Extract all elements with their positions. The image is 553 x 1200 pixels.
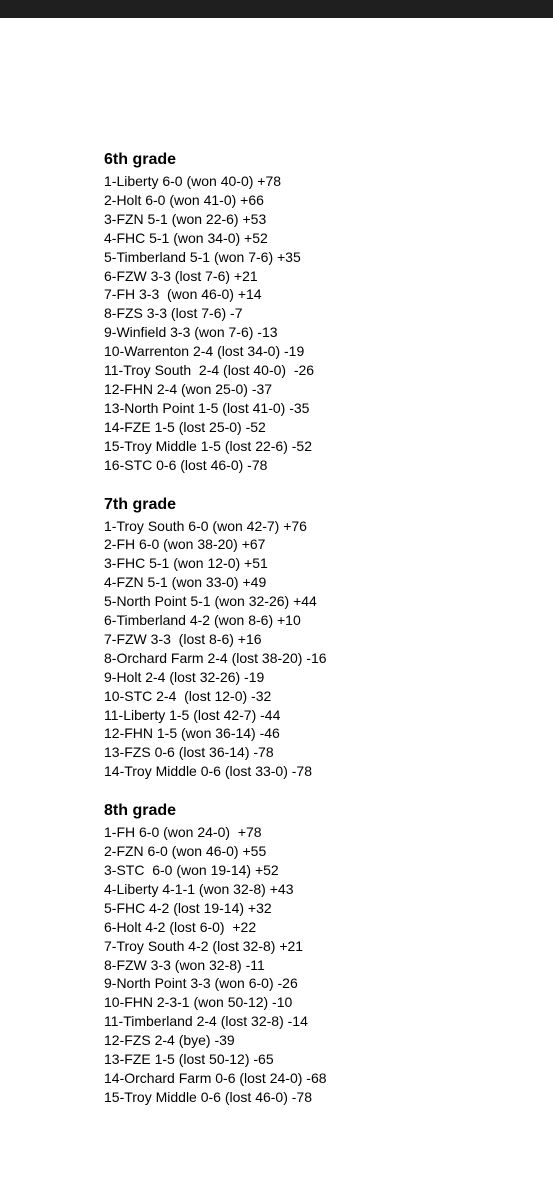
standings-row: 10-FHN 2-3-1 (won 50-12) -10 (104, 994, 293, 1011)
standings-row: 14-Troy Middle 0-6 (lost 33-0) -78 (104, 763, 313, 780)
standings-row: 3-FZN 5-1 (won 22-6) +53 (104, 210, 267, 227)
standings-row: 11-Timberland 2-4 (lost 32-8) -14 (104, 1013, 308, 1030)
standings-row: 12-FHN 2-4 (won 25-0) -37 (104, 380, 273, 397)
standings-row: 7-Troy South 4-2 (lost 32-8) +21 (104, 937, 304, 954)
standings-row: 7-FH 3-3 (won 46-0) +14 (104, 286, 262, 303)
standings-row: 6-Holt 4-2 (lost 6-0) +22 (104, 918, 257, 935)
standings-row: 3-FHC 5-1 (won 12-0) +51 (104, 555, 268, 572)
standings-row: 9-North Point 3-3 (won 6-0) -26 (104, 975, 298, 992)
standings-row: 14-Orchard Farm 0-6 (lost 24-0) -68 (104, 1069, 327, 1086)
standings-list (104, 823, 544, 1107)
standings-row: 13-North Point 1-5 (lost 41-0) -35 (104, 399, 310, 416)
standings-row: 8-FZW 3-3 (won 32-8) -11 (104, 956, 265, 973)
standings-row: 10-Warrenton 2-4 (lost 34-0) -19 (104, 343, 305, 360)
standings-row: 7-FZW 3-3 (lost 8-6) +16 (104, 630, 262, 647)
section-heading: 7th grade (104, 495, 177, 513)
standings-row: 4-FZN 5-1 (won 33-0) +49 (104, 574, 267, 591)
standings-document (104, 150, 544, 1127)
standings-row: 5-Timberland 5-1 (won 7-6) +35 (104, 248, 301, 265)
section-heading: 6th grade (104, 151, 177, 168)
standings-list (104, 172, 544, 475)
standings-row: 6-Timberland 4-2 (won 8-6) +10 (104, 612, 301, 629)
standings-row: 11-Liberty 1-5 (lost 42-7) -44 (104, 706, 281, 723)
standings-row: 13-FZS 0-6 (lost 36-14) -78 (104, 744, 274, 761)
grade-section-7th (104, 495, 544, 782)
standings-row: 12-FZS 2-4 (bye) -39 (104, 1032, 235, 1049)
standings-list (104, 517, 544, 782)
standings-row: 8-FZS 3-3 (lost 7-6) -7 (104, 305, 243, 322)
standings-row: 1-Liberty 6-0 (won 40-0) +78 (104, 173, 282, 189)
standings-row: 1-Troy South 6-0 (won 42-7) +76 (104, 517, 307, 534)
section-heading: 8th grade (104, 802, 177, 820)
standings-row: 9-Winfield 3-3 (won 7-6) -13 (104, 324, 278, 341)
standings-row: 14-FZE 1-5 (lost 25-0) -52 (104, 418, 266, 435)
standings-row: 5-North Point 5-1 (won 32-26) +44 (104, 593, 317, 610)
standings-row: 8-Orchard Farm 2-4 (lost 38-20) -16 (104, 649, 327, 666)
standings-row: 11-Troy South 2-4 (lost 40-0) -26 (104, 362, 315, 379)
standings-row: 15-Troy Middle 1-5 (lost 22-6) -52 (104, 437, 313, 454)
standings-row: 2-FH 6-0 (won 38-20) +67 (104, 536, 266, 553)
grade-section-8th (104, 801, 544, 1107)
standings-row: 12-FHN 1-5 (won 36-14) -46 (104, 725, 280, 742)
standings-row: 1-FH 6-0 (won 24-0) +78 (104, 824, 262, 841)
standings-row: 6-FZW 3-3 (lost 7-6) +21 (104, 267, 258, 284)
standings-row: 13-FZE 1-5 (lost 50-12) -65 (104, 1051, 274, 1068)
standings-row: 9-Holt 2-4 (lost 32-26) -19 (104, 668, 265, 685)
standings-row: 5-FHC 4-2 (lost 19-14) +32 (104, 899, 272, 916)
standings-row: 15-Troy Middle 0-6 (lost 46-0) -78 (104, 1088, 313, 1105)
standings-row: 10-STC 2-4 (lost 12-0) -32 (104, 687, 272, 704)
standings-row: 3-STC 6-0 (won 19-14) +52 (104, 862, 279, 878)
standings-row: 16-STC 0-6 (lost 46-0) -78 (104, 456, 268, 473)
standings-row: 2-FZN 6-0 (won 46-0) +55 (104, 843, 267, 860)
standings-row: 2-Holt 6-0 (won 41-0) +66 (104, 191, 264, 208)
standings-row: 4-FHC 5-1 (won 34-0) +52 (104, 229, 268, 246)
grade-section-6th (104, 150, 544, 475)
top-status-bar (0, 0, 553, 18)
standings-row: 4-Liberty 4-1-1 (won 32-8) +43 (104, 880, 294, 897)
